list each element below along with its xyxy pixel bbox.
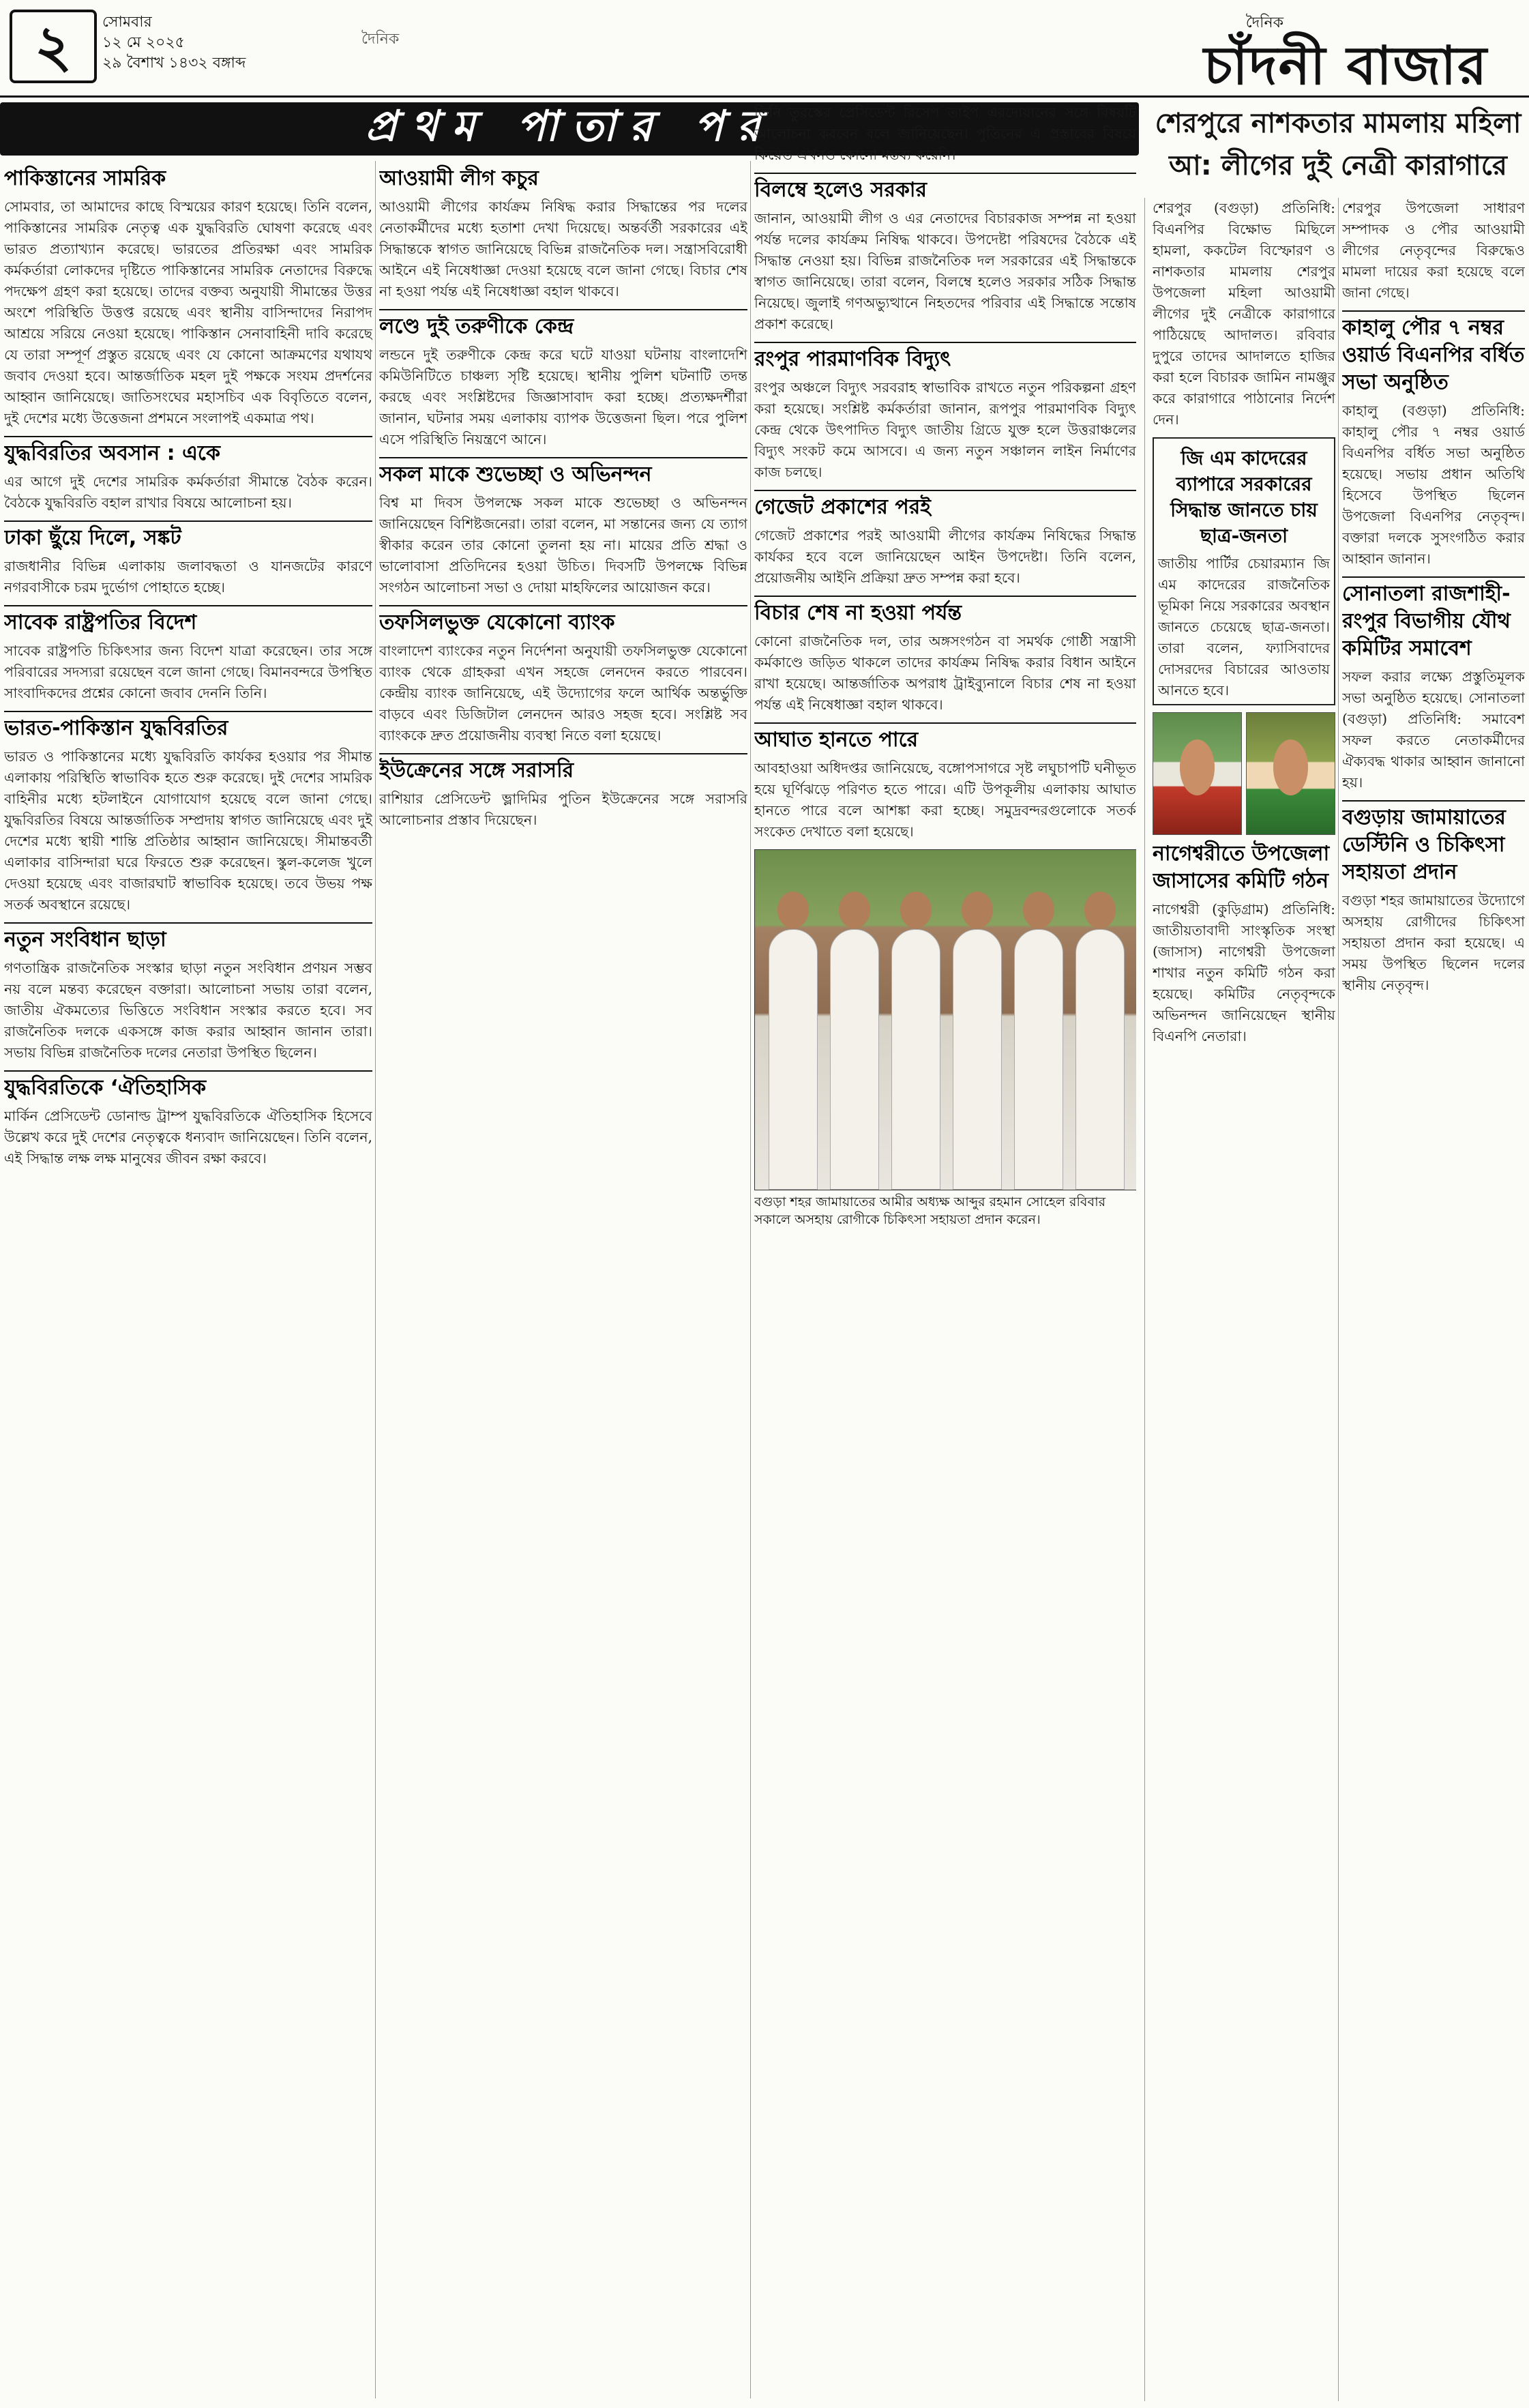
article-headline: বিলম্বে হলেও সরকার [754, 173, 1136, 204]
article-headline: জি এম কাদেরের ব্যাপারে সরকারের সিদ্ধান্ত জানতে চায় ছাত্র-জনতা [1170, 447, 1318, 547]
column-a [4, 161, 372, 2405]
article-headline: ভারত-পাকিস্তান যুদ্ধবিরতির [4, 711, 372, 742]
lead-headline-block [1150, 102, 1526, 192]
article [379, 165, 747, 302]
column-rule [1144, 198, 1145, 2401]
article [1342, 198, 1525, 304]
column-rule [1338, 198, 1339, 2401]
article [4, 520, 372, 598]
article-headline: কাহালু পৌর ৭ নম্বর ওয়ার্ড বিএনপির বর্ধিত সভা অনুষ্ঠিত [1342, 310, 1525, 396]
article-body: সফল করার লক্ষ্যে প্রস্তুতিমূলক সভা অনুষ্ঠিত হয়েছে। সোনাতলা (বগুড়া) প্রতিনিধি: সমাবেশ সফল করতে নেতাকর্মীদের ঐক্যবদ্ধ থাকার আহ্বান জানানো হয়। [1342, 669, 1525, 791]
article [4, 922, 372, 1063]
portrait-pair [1153, 712, 1335, 835]
article-body: কাহালু (বগুড়া) প্রতিনিধি: কাহালু পৌর ৭ নম্বর ওয়ার্ড বিএনপির বর্ধিত সভা অনুষ্ঠিত হয়েছে। সভায় প্রধান অতিথি হিসেবে উপস্থিত ছিলেন উপজেলা বিএনপির নেতৃবৃন্দ। বক্তারা দলকে সুসংগঠিত করার আহ্বান জানান। [1342, 402, 1525, 567]
article-body: জাতীয় পার্টির চেয়ারম্যান জি এম কাদেরের রাজনৈতিক ভূমিকা নিয়ে সরকারের অবস্থান জানতে চেয়েছে ছাত্র-জনতা। তারা বলেন, ফ্যাসিবাদের দোসরদের বিচারের আওতায় আনতে হবে। [1158, 555, 1330, 699]
date-block [102, 12, 246, 74]
photo-person [1014, 929, 1063, 1190]
article-body: রাজধানীর বিভিন্ন এলাকায় জলাবদ্ধতা ও যানজটের কারণে নগরবাসীকে চরম দুর্ভোগ পোহাতে হচ্ছে। [4, 558, 372, 596]
article [1342, 800, 1525, 996]
article-body: সোমবার, তা আমাদের কাছে বিস্ময়ের কারণ হয়েছে। তিনি বলেন, পাকিস্তানের সামরিক নেতৃত্ব এক যুদ্ধবিরতি ঘোষণা করেছে এবং ভারত প্রত্যাখ্যান করেছে। ভারতের প্রতিরক্ষা এবং সামরিক কর্মকর্তারা লোকদের দৃষ্টিতে পাকিস্তানের সামরিক নেতাদের বিরুদ্ধে পদক্ষেপ গ্রহণ করা হয়েছে। তাদের বক্তব্য অনুযায়ী সীমান্তের উত্তর অংশে পরিস্থিতি উত্তপ্ত রয়েছে এবং স্থানীয় বাসিন্দাদের নিরাপদ আশ্রয়ে সরিয়ে নেওয়া হয়েছে। পাকিস্তান সেনাবাহিনী দাবি করেছে যে তারা সম্পূর্ণ প্রস্তুত রয়েছে এবং যে কোনো আক্রমণের যথাযথ জবাব দেওয়া হবে। আন্তর্জাতিক মহল দুই পক্ষকে সংযম প্রদর্শনের আহ্বান জানিয়েছে। জাতিসংঘের মহাসচিব এক বিবৃতিতে বলেন, দুই দেশের মধ্যে উত্তেজনা প্রশমনে সংলাপই একমাত্র পথ। [4, 199, 372, 426]
article-headline: সকল মাকে শুভেচ্ছা ও অভিনন্দন [379, 457, 747, 488]
article [1153, 840, 1335, 1047]
photo-caption: বগুড়া শহর জামায়াতের আমীর অধ্যক্ষ আব্দুর রহমান সোহেল রবিবার সকালে অসহায় রোগীকে চিকিৎসা সহায়তা প্রদান করেন। [754, 1194, 1106, 1227]
article [754, 490, 1136, 589]
article [379, 457, 747, 598]
article [754, 173, 1136, 335]
article-headline: যুদ্ধবিরতির অবসান : একে [4, 436, 372, 467]
article [4, 165, 372, 429]
date-bangla: ২৯ বৈশাখ ১৪৩২ বঙ্গাব্দ [102, 55, 246, 72]
article-body: বাংলাদেশ ব্যাংকের নতুন নির্দেশনা অনুযায়ী তফসিলভুক্ত যেকোনো ব্যাংক থেকে গ্রাহকরা এখন সহজে লেনদেন করতে পারবেন। কেন্দ্রীয় ব্যাংক জানিয়েছে, এই উদ্যোগের ফলে আর্থিক অন্তর্ভুক্তি বাড়বে এবং ডিজিটাল লেনদেন আরও সহজ হবে। সংশ্লিষ্ট সব ব্যাংককে দ্রুত প্রয়োজনীয় ব্যবস্থা নিতে বলা হয়েছে। [379, 643, 747, 744]
article [379, 605, 747, 746]
article [754, 102, 1136, 166]
article-body: সাবেক রাষ্ট্রপতি চিকিৎসার জন্য বিদেশ যাত্রা করেছেন। তার সঙ্গে পরিবারের সদস্যরা রয়েছেন বলে জানা গেছে। বিমানবন্দরে উপস্থিত সাংবাদিকদের প্রশ্নের কোনো জবাব দেননি তিনি। [4, 643, 372, 701]
article-headline: যুদ্ধবিরতিকে ‘ঐতিহাসিক [4, 1070, 372, 1102]
article-body: রংপুর অঞ্চলে বিদ্যুৎ সরবরাহ স্বাভাবিক রাখতে নতুন পরিকল্পনা গ্রহণ করা হয়েছে। সংশ্লিষ্ট কর্মকর্তারা জানান, রূপপুর পারমাণবিক বিদ্যুৎ কেন্দ্র থেকে উৎপাদিত বিদ্যুৎ জাতীয় গ্রিডে যুক্ত হলে উত্তরাঞ্চলের বিদ্যুৎ সংকট কমে আসবে। এ জন্য নতুন সঞ্চালন লাইন নির্মাণের কাজ চলছে। [754, 379, 1136, 480]
article-body: তিনি তুরস্কের প্রেসিডেন্ট রিসেপ তাইপ এরদোয়ানের সঙ্গে বিষয়টি আলোচনা করবেন বলে জানিয়েছেন। পুতিনের এ প্রস্তাবের বিষয়ে কিয়েভ এখনও কোনো মন্তব্য করেনি। [754, 104, 1136, 163]
paper-prefix: দৈনিক [1245, 14, 1283, 31]
column-rule [375, 161, 376, 2398]
day-label: সোমবার [102, 14, 152, 31]
article-body: আবহাওয়া অধিদপ্তর জানিয়েছে, বঙ্গোপসাগরে সৃষ্ট লঘুচাপটি ঘনীভূত হয়ে ঘূর্ণিঝড়ে পরিণত হতে পারে। এটি উপকূলীয় এলাকায় আঘাত হানতে পারে বলে আশঙ্কা করা হচ্ছে। সমুদ্রবন্দরগুলোকে সতর্ক সংকেত দেখাতে বলা হয়েছে। [754, 760, 1136, 840]
article [4, 605, 372, 704]
article [1342, 576, 1525, 793]
portrait-photo [1153, 712, 1242, 835]
article-headline: বগুড়ায় জামায়াতের ডেস্টিনি ও চিকিৎসা সহায়তা প্রদান [1342, 800, 1525, 886]
paper-name: চাঁদনী বাজার [1203, 35, 1488, 97]
article [1153, 198, 1335, 430]
article-body: গেজেট প্রকাশের পরই আওয়ামী লীগের কার্যক্রম নিষিদ্ধের সিদ্ধান্ত কার্যকর হবে বলে জানিয়েছেন আইন উপদেষ্টা। তিনি বলেন, প্রয়োজনীয় আইনি প্রক্রিয়া দ্রুত সম্পন্ন করা হবে। [754, 527, 1136, 586]
article-headline: তফসিলভুক্ত যেকোনো ব্যাংক [379, 605, 747, 636]
article-headline: ইউক্রেনের সঙ্গে সরাসরি [379, 753, 747, 784]
article-headline: সাবেক রাষ্ট্রপতির বিদেশ [4, 605, 372, 636]
article-body: বিশ্ব মা দিবস উপলক্ষে সকল মাকে শুভেচ্ছা ও অভিনন্দন জানিয়েছেন বিশিষ্টজনেরা। তারা বলেন, মা সন্তানের জন্য যে ত্যাগ স্বীকার করেন তার কোনো তুলনা হয় না। মায়ের প্রতি শ্রদ্ধা ও ভালোবাসা প্রতিদিনের হওয়া উচিত। দিবসটি উপলক্ষে বিভিন্ন সংগঠন আলোচনা সভা ও দোয়া মাহফিলের আয়োজন করে। [379, 495, 747, 596]
article-body: কোনো রাজনৈতিক দল, তার অঙ্গসংগঠন বা সমর্থক গোষ্ঠী সন্ত্রাসী কর্মকাণ্ডে জড়িত থাকলে তাদের কার্যক্রম নিষিদ্ধ করার বিধান আইনে রাখা হয়েছে। আন্তর্জাতিক অপরাধ ট্রাইব্যুনালে বিচার শেষ না হওয়া পর্যন্ত এই নিষেধাজ্ঞা বহাল থাকবে। [754, 633, 1136, 713]
column-c [754, 102, 1136, 2401]
boxed-article [1153, 437, 1335, 705]
article [754, 342, 1136, 483]
article-body: এর আগে দুই দেশের সামরিক কর্মকর্তারা সীমান্তে বৈঠক করেন। বৈঠকে যুদ্ধবিরতি বহাল রাখার বিষয়ে আলোচনা হয়। [4, 473, 372, 511]
group-photo [754, 849, 1136, 1190]
column-d [1153, 198, 1335, 2401]
article [754, 596, 1136, 716]
article [4, 1070, 372, 1169]
portrait-photo [1246, 712, 1335, 835]
column-b [379, 161, 747, 2405]
article-body: বগুড়া শহর জামায়াতের উদ্যোগে অসহায় রোগীদের চিকিৎসা সহায়তা প্রদান করা হয়েছে। এ সময় উপস্থিত ছিলেন দলের স্থানীয় নেতৃবৃন্দ। [1342, 892, 1525, 993]
article [1342, 310, 1525, 570]
article-body: মার্কিন প্রেসিডেন্ট ডোনাল্ড ট্রাম্প যুদ্ধবিরতিকে ঐতিহাসিক হিসেবে উল্লেখ করে দুই দেশের নেতৃত্বকে ধন্যবাদ জানিয়েছেন। তিনি বলেন, এই সিদ্ধান্ত লক্ষ লক্ষ মানুষের জীবন রক্ষা করবে। [4, 1108, 372, 1166]
article-body: নাগেশ্বরী (কুড়িগ্রাম) প্রতিনিধি: জাতীয়তাবাদী সাংস্কৃতিক সংস্থা (জাসাস) নাগেশ্বরী উপজেলা শাখার নতুন কমিটি গঠন করা হয়েছে। কমিটির নেতৃবৃন্দকে অভিনন্দন জানিয়েছেন স্থানীয় বিএনপি নেতারা। [1153, 901, 1335, 1044]
article-headline: আঘাত হানতে পারে [754, 722, 1136, 754]
lead-headline: শেরপুরে নাশকতার মামলায় মহিলা আ: লীগের দুই নেত্রী কারাগারে [1155, 108, 1521, 181]
article-body: আওয়ামী লীগের কার্যক্রম নিষিদ্ধ করার সিদ্ধান্তের পর দলের নেতাকর্মীদের মধ্যে হতাশা দেখা দিয়েছে। অন্তর্বর্তী সরকারের এই সিদ্ধান্তকে স্বাগত জানিয়েছে বিভিন্ন রাজনৈতিক দল। সন্ত্রাসবিরোধী আইনে এই নিষেধাজ্ঞা দেওয়া হয়েছে বলে জানা গেছে। বিচার শেষ না হওয়া পর্যন্ত এই নিষেধাজ্ঞা বহাল থাকবে। [379, 199, 747, 299]
article-headline: ঢাকা ছুঁয়ে দিলে, সঙ্কট [4, 520, 372, 552]
article-headline: বিচার শেষ না হওয়া পর্যন্ত [754, 596, 1136, 627]
article [379, 309, 747, 450]
column-e [1342, 198, 1525, 2401]
paper-name-block [1204, 11, 1488, 113]
article-body: লন্ডনে দুই তরুণীকে কেন্দ্র করে ঘটে যাওয়া ঘটনায় বাংলাদেশি কমিউনিটিতে চাঞ্চল্য সৃষ্টি হয়েছে। স্থানীয় পুলিশ ঘটনাটি তদন্ত করছে এবং সংশ্লিষ্টদের জিজ্ঞাসাবাদ করা হচ্ছে। প্রত্যক্ষদর্শীরা জানান, ঘটনার সময় এলাকায় ব্যাপক উত্তেজনা ছিল। পরে পুলিশ এসে পরিস্থিতি নিয়ন্ত্রণে আনে। [379, 347, 747, 447]
article [4, 436, 372, 514]
article-headline: নাগেশ্বরীতে উপজেলা জাসাসের কমিটি গঠন [1153, 842, 1330, 893]
article-headline: গেজেট প্রকাশের পরই [754, 490, 1136, 521]
article-headline: রংপুর পারমাণবিক বিদ্যুৎ [754, 342, 1136, 373]
center-mark: দৈনিক [361, 31, 400, 48]
photo-person [769, 929, 818, 1190]
article-headline: নতুন সংবিধান ছাড়া [4, 922, 372, 954]
article-headline: পাকিস্তানের সামরিক [4, 166, 166, 190]
article-headline: আওয়ামী লীগ কচুর [379, 166, 539, 190]
article-headline: লণ্ডে দুই তরুণীকে কেন্দ্র [379, 309, 747, 340]
article [754, 722, 1136, 842]
column-rule [750, 161, 751, 2398]
article-body: জানান, আওয়ামী লীগ ও এর নেতাদের বিচারকাজ সম্পন্ন না হওয়া পর্যন্ত দলের কার্যক্রম নিষিদ্ধ থাকবে। উপদেষ্টা পরিষদের বৈঠকে এই সিদ্ধান্ত নেওয়া হয়। বিভিন্ন রাজনৈতিক দল সরকারের এই সিদ্ধান্তকে স্বাগত জানিয়েছে। তারা বলেন, বিলম্বে হলেও সরকার সঠিক সিদ্ধান্ত নিয়েছে। জুলাই গণঅভ্যুত্থানে নিহতদের পরিবার এই সিদ্ধান্তে সন্তোষ প্রকাশ করেছে। [754, 210, 1136, 332]
article [379, 753, 747, 831]
photo-person [891, 929, 940, 1190]
masthead [0, 0, 1529, 98]
photo-person [1075, 929, 1125, 1190]
article-body: শেরপুর (বগুড়া) প্রতিনিধি: বিএনপির বিক্ষোভ মিছিলে হামলা, ককটেল বিস্ফোরণ ও নাশকতার মামলায় শেরপুর উপজেলা মহিলা আওয়ামী লীগের দুই নেত্রীকে কারাগারে পাঠিয়েছে আদালত। রবিবার দুপুরে তাদের আদালতে হাজির করা হলে বিচারক জামিন নামঞ্জুর করে কারাগারে পাঠানোর নির্দেশ দেন। [1153, 200, 1335, 428]
article [4, 711, 372, 915]
article-body: রাশিয়ার প্রেসিডেন্ট ভ্লাদিমির পুতিন ইউক্রেনের সঙ্গে সরাসরি আলোচনার প্রস্তাব দিয়েছেন। [379, 791, 747, 828]
section-banner-title: প্রথম পাতার পর [365, 100, 774, 151]
article-body: গণতান্ত্রিক রাজনৈতিক সংস্কার ছাড়া নতুন সংবিধান প্রণয়ন সম্ভব নয় বলে মন্তব্য করেছেন বক্তারা। আলোচনা সভায় তারা বলেন, জাতীয় ঐকমত্যের ভিত্তিতে সংবিধান সংস্কার করতে হবে। সব রাজনৈতিক দলকে একসঙ্গে কাজ করার আহ্বান জানান তারা। সভায় বিভিন্ন রাজনৈতিক দলের নেতারা উপস্থিত ছিলেন। [4, 960, 372, 1061]
photo-person [953, 929, 1002, 1190]
page-number: ২ [10, 10, 97, 83]
date-english: ১২ মে ২০২৫ [102, 34, 185, 51]
photo-person [830, 929, 879, 1190]
article-body: ভারত ও পাকিস্তানের মধ্যে যুদ্ধবিরতি কার্যকর হওয়ার পর সীমান্ত এলাকায় পরিস্থিতি স্বাভাবিক হতে শুরু করেছে। দুই দেশের সামরিক বাহিনীর মধ্যে হটলাইনে যোগাযোগ হয়েছে বলে জানা গেছে। যুদ্ধবিরতির বিষয়ে আন্তর্জাতিক সম্প্রদায় স্বাগত জানিয়েছে এবং দুই দেশের মধ্যে স্থায়ী শান্তি প্রতিষ্ঠার আহ্বান জানিয়েছে। সীমান্তবর্তী এলাকার বাসিন্দারা ঘরে ফিরতে শুরু করেছেন। স্কুল-কলেজ খুলে দেওয়া হয়েছে এবং বাজারঘাট স্বাভাবিক হয়েছে। তবে উভয় পক্ষ সতর্ক অবস্থানে রয়েছে। [4, 748, 372, 913]
article-headline: সোনাতলা রাজশাহী-রংপুর বিভাগীয় যৌথ কমিটির সমাবেশ [1342, 576, 1525, 662]
article-body: শেরপুর উপজেলা সাধারণ সম্পাদক ও পৌর আওয়ামী লীগের নেতৃবৃন্দের বিরুদ্ধেও মামলা দায়ের করা হয়েছে বলে জানা গেছে। [1342, 200, 1525, 301]
